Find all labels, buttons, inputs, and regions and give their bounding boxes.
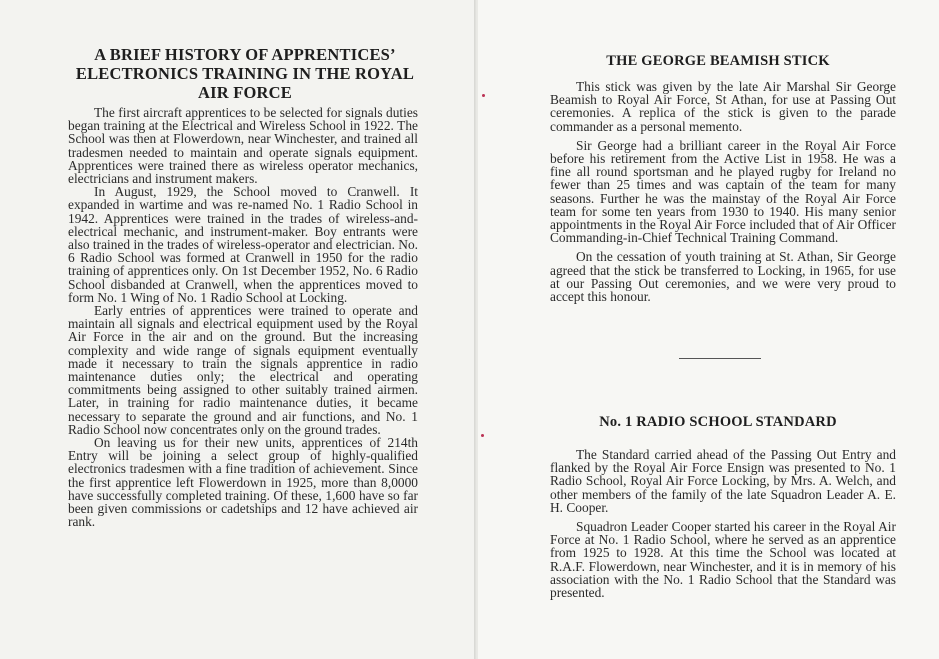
history-paragraph-2: In August, 1929, the School moved to Cranwell. It expanded in wartime and was re-named No. 1 Radio School in 1942. Apprentices were trained in the trades of wireless-and-electrical mechanic, and instrument-maker. Boy entrants were also trained in the trades of wireless-operator and electrician. No. 6 Radio School was formed at Cranwell in 1950 for the radio training of apprentices only. On 1st December 1952, No. 6 Radio School disbanded at Cranwell, when the apprentices moved to form No. 1 Wing of No. 1 Radio School at Locking. xyxy=(68,184,418,305)
stick-paragraph-2: Sir George had a brilliant career in the Royal Air Force before his retirement from the Active List in 1958. He was a fine all round sportsman and he played rugby for Ireland no fewer than 25 times and was captain of the team for many seasons. Further he was the mainstay of the Royal Air Force team for some ten years from 1930 to 1940. His many senior appointments in the Royal Air Force included that of Air Officer Commanding-in-Chief Technical Training Command. xyxy=(550,137,896,246)
stick-paragraph-3: On the cessation of youth training at St. Athan, Sir George agreed that the stick be transferred to Locking, in 1965, for use at our Passing Out ceremonies, and we were very proud to accept this honour. xyxy=(550,249,896,305)
binding-mark xyxy=(482,94,485,97)
section-divider xyxy=(679,358,761,359)
history-paragraph-4: On leaving us for their new units, apprentices of 214th Entry will be joining a select group of highly-qualified electronics tradesmen with a fine tradition of achievement. Since the first apprentice left Flowerdown in 1925, more than 8,0000 have successfully completed training. Of these, 1,600 have so far been given commissions or cadetships and 12 have achieved air rank. xyxy=(68,435,418,530)
standard-paragraph-2: Squadron Leader Cooper started his career in the Royal Air Force at No. 1 Radio School, where he served as an apprentice from 1925 to 1928. At this time the School was located at R.A.F. Flowerdown, near Winchester, and it is in memory of his association with the No. 1 Radio School that the Standard was presented. xyxy=(550,519,896,601)
history-paragraph-3: Early entries of apprentices were trained to operate and maintain all signals and electrical equipment used by the Royal Air Force in the air and on the ground. But the increasing complexity and wide range of signals equipment eventually made it necessary to train the signals apprentice in radio maintenance duties only; the electrical and operating commitments being assigned to other suitably trained airmen. Later, in training for radio maintenance duties, it became necessary to separate the ground and air functions, and No. 1 Radio School now concentrates only on the ground trades. xyxy=(68,303,418,437)
history-body xyxy=(68,106,418,529)
standard-paragraph-1: The Standard carried ahead of the Passing Out Entry and flanked by the Royal Air Force Ensign was presented to No. 1 Radio School, Royal Air Force Locking, by Mrs. A. Welch, and other members of the family of the late Squadron Leader A. E. H. Cooper. xyxy=(550,447,896,515)
stick-body xyxy=(550,80,896,309)
history-paragraph-1: The first aircraft apprentices to be selected for signals duties began training at the Electrical and Wireless School in 1922. The School was then at Flowerdown, near Winchester, and trained all tradesmen needed to maintain and operate signals equipment. Apprentices were trained there as wireless operator mechanics, electricians and instrument makers. xyxy=(68,105,418,187)
stick-title: THE GEORGE BEAMISH STICK xyxy=(606,53,830,69)
right-page xyxy=(478,0,939,659)
standard-body xyxy=(550,448,896,605)
binding-mark xyxy=(481,434,484,437)
standard-title: No. 1 RADIO SCHOOL STANDARD xyxy=(599,414,837,430)
stick-paragraph-1: This stick was given by the late Air Marshal Sir George Beamish to Royal Air Force, St Athan, for use at Passing Out ceremonies. A replica of the stick is given to the parade commander as a personal memento. xyxy=(550,79,896,134)
history-title: A BRIEF HISTORY OF APPRENTICES’ ELECTRONICS TRAINING IN THE ROYAL AIR FORCE xyxy=(75,45,415,102)
